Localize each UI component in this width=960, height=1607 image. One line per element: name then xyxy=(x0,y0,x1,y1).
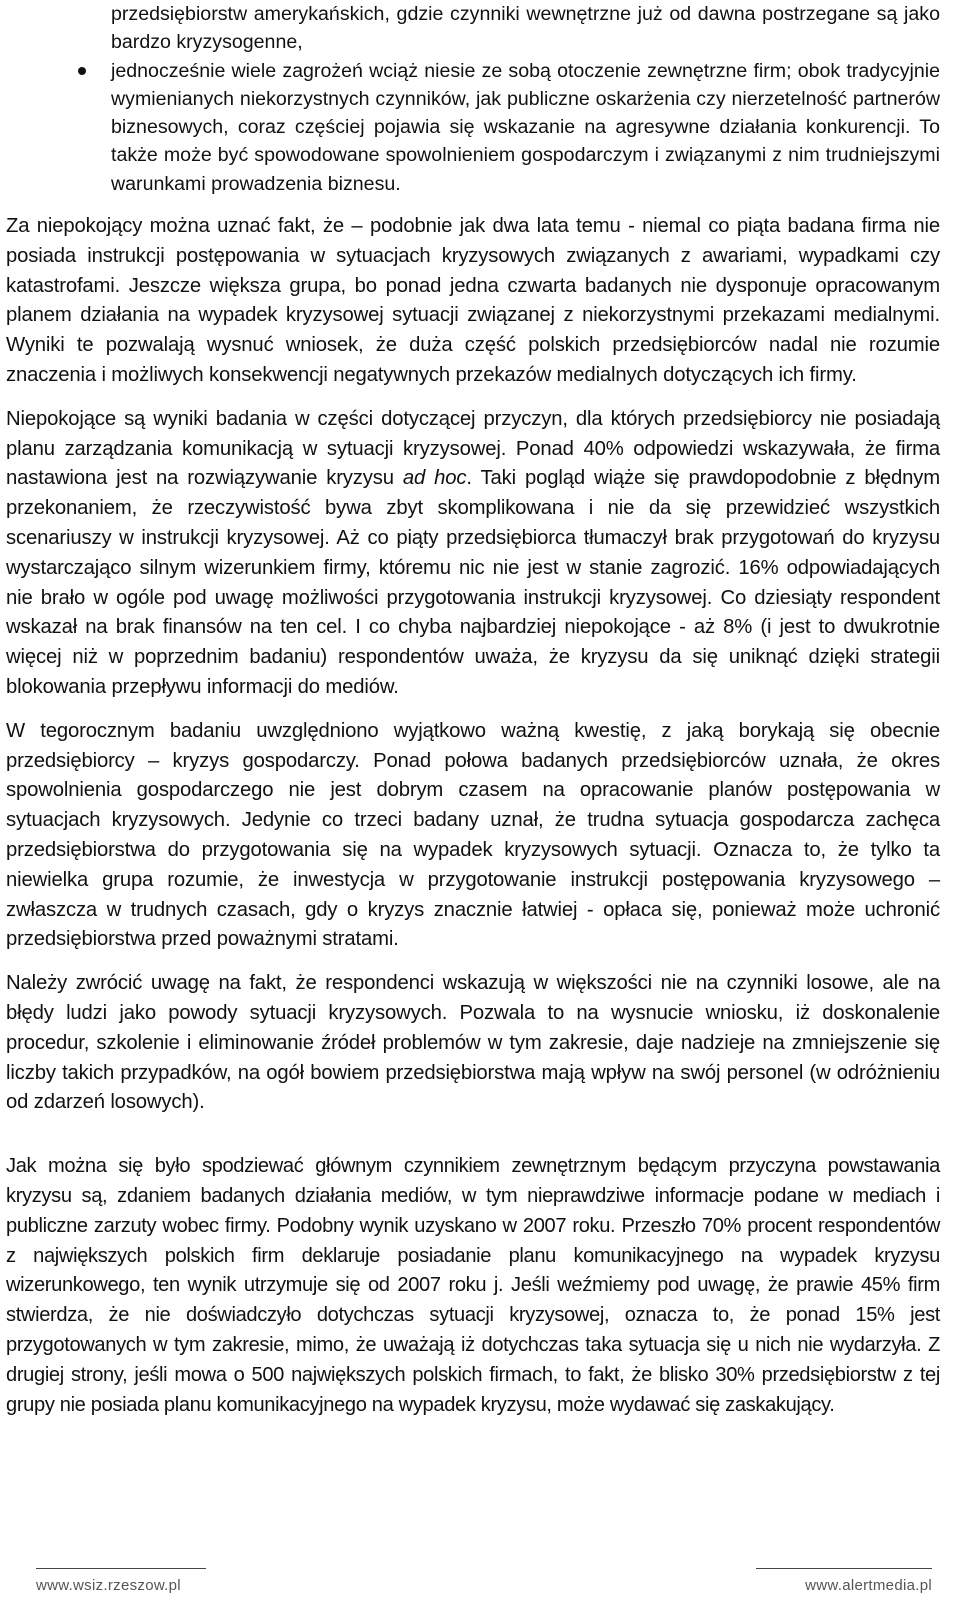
list-item xyxy=(6,0,940,57)
footer-link-wsiz[interactable]: www.wsiz.rzeszow.pl xyxy=(36,1577,181,1594)
footer-link-alertmedia[interactable]: www.alertmedia.pl xyxy=(805,1577,932,1594)
footer-divider xyxy=(756,1568,932,1569)
footer-divider xyxy=(36,1568,206,1569)
paragraph-human-errors: Należy zwrócić uwagę na fakt, że respondenci wskazują w większości nie na czynniki losowe, ale na błędy ludzi jako powody sytuacji kryzysowych. Pozwala to na wysnucie wniosku, iż doskonalenie procedur, szkolenie i eliminowanie źródeł problemów w tym zakresie, daje nadzieje na zmniejszenie się liczby takich przypadków, na ogół bowiem przedsiębiorstwa mają wpływ na swój personel (w odróżnieniu od zdarzeń losowych). xyxy=(6,972,940,1114)
document-page xyxy=(6,0,940,1420)
paragraph-media-factor: Jak można się było spodziewać głównym czynnikiem zewnętrznym będącym przyczyna powstawania kryzysu są, zdaniem badanych działania mediów, w tym nieprawdziwe informacje podane w mediach i publiczne zarzuty wobec firmy. Podobny wynik uzyskano w 2007 roku. Przeszło 70% procent respondentów z największych polskich firm deklaruje posiadanie planu komunikacyjnego na wypadek kryzysu wizerunkowego, ten wynik utrzymuje się od 2007 roku j. Jeśli weźmiemy pod uwagę, że prawie 45% firm stwierdza, że nie doświadczyło dotychczas sytuacji kryzysowej, oznacza to, że ponad 15% jest przygotowanych w tym zakresie, mimo, że uważają iż dotychczas taka sytuacja się u nich nie wydarzyła. Z drugiej strony, jeśli mowa o 500 największych polskich firmach, to fakt, że blisko 30% przedsiębiorstw z tej grupy nie posiada planu komunikacyjnego na wypadek kryzysu, może wydawać się zaskakujący. xyxy=(6,1155,940,1416)
paragraph-text: . Taki pogląd wiąże się prawdopodobnie z błędnym przekonaniem, że rzeczywistość bywa zbyt skomplikowana i nie da się przewidzieć wszystkich scenariuszy w instrukcji kryzysowej. Aż co piąty przedsiębiorca tłumaczył brak przygotowań do kryzysu wystarczająco silnym wizerunkiem firmy, któremu nic nie jest w stanie zagrozić. 16% odpowiadających nie brało w ogóle pod uwagę możliwości przygotowania instrukcji kryzysowej. Co dziesiąty respondent wskazał na brak finansów na ten cel. I co chyba najbardziej niepokojące - aż 8% (i jest to dwukrotnie więcej niż w poprzednim badaniu) respondentów uważa, że kryzysu da się uniknąć dzięki strategii blokowania przepływu informacji do mediów. xyxy=(6,467,940,699)
list-item xyxy=(6,57,940,198)
paragraph-text: Niepokojące są wyniki badania w części dotyczącej przyczyn, dla których przedsiębiorcy nie posiadają planu zarządzania komunikacją w sytuacji kryzysowej. Ponad 40% odpowiedzi wskazywała, że firma nastawiona jest na rozwiązywanie kryzysu xyxy=(6,407,940,490)
bullet-icon xyxy=(78,67,86,75)
paragraph-reasons xyxy=(6,405,940,703)
paragraph-lack-of-instructions: Za niepokojący można uznać fakt, że – podobnie jak dwa lata temu - niemal co piąta badana firma nie posiada instrukcji postępowania w sytuacjach kryzysowych związanych z awariami, wypadkami czy katastrofami. Jeszcze większa grupa, bo ponad jedna czwarta badanych nie dysponuje opracowanym planem działania na wypadek kryzysowej sytuacji związanej z niekorzystnymi przekazami medialnymi. Wyniki te pozwalają wysnuć wniosek, że duża część polskich przedsiębiorców nadal nie rozumie znaczenia i możliwych konsekwencji negatywnych przekazów medialnych dotyczących ich firmy. xyxy=(6,215,940,387)
paragraph-economic-crisis: W tegorocznym badaniu uwzględniono wyjątkowo ważną kwestię, z jaką borykają się obecnie przedsiębiorcy – kryzys gospodarczy. Ponad połowa badanych przedsiębiorców uznała, że okres spowolnienia gospodarczego nie jest dobrym czasem na opracowanie planów postępowania w sytuacjach kryzysowych. Jedynie co trzeci badany uznał, że trudna sytuacja gospodarcza zachęca przedsiębiorstwa do przygotowania się na wypadek kryzysowych sytuacji. Oznacza to, że tylko ta niewielka grupa rozumie, że inwestycja w przygotowanie instrukcji postępowania kryzysowego – zwłaszcza w trudnych czasach, gdy o kryzys znacznie łatwiej - opłaca się, ponieważ może uchronić przedsiębiorstwa przed poważnymi stratami. xyxy=(6,719,940,951)
list-item-text: przedsiębiorstw amerykańskich, gdzie czynniki wewnętrzne już od dawna postrzegane są jako bardzo kryzysogenne, xyxy=(111,3,940,54)
bullet-list xyxy=(6,0,940,198)
list-item-text: jednocześnie wiele zagrożeń wciąż niesie ze sobą otoczenie zewnętrzne firm; obok tradycyjnie wymienianych niekorzystnych czynników, jak publiczne oskarżenia czy nierzetelność partnerów biznesowych, coraz częściej pojawia się wskazanie na agresywne działania konkurencji. To także może być spowodowane spowolnieniem gospodarczym i związanymi z nim trudniejszymi warunkami prowadzenia biznesu. xyxy=(111,59,940,195)
page-footer xyxy=(6,1568,940,1602)
italic-term: ad hoc xyxy=(402,467,467,490)
